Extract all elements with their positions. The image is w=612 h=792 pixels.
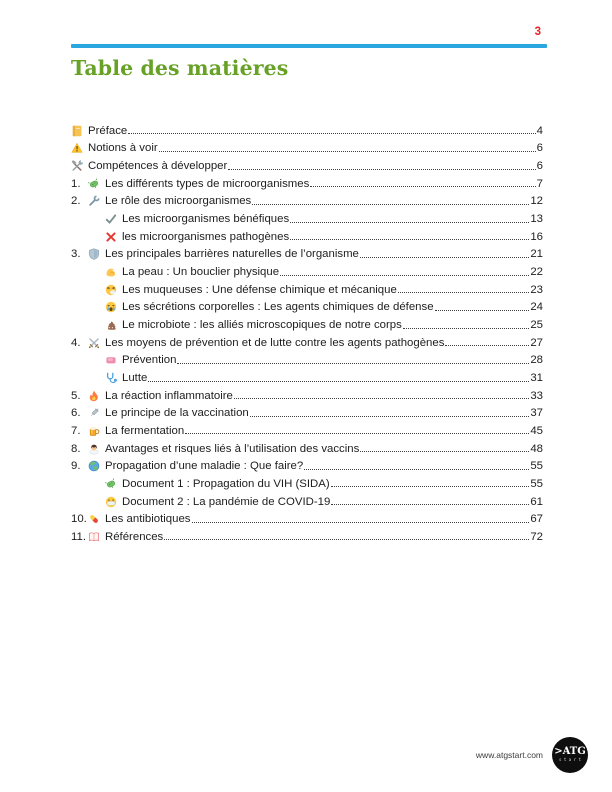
toc-entry[interactable] [71,369,543,387]
dot-leader [234,398,529,399]
toc-entry-page: 22 [530,266,543,279]
dot-leader [331,504,529,505]
toc-entry-label: Le rôle des microorganismes [105,195,252,208]
toc-entry[interactable] [71,299,543,317]
toc-entry[interactable] [71,281,543,299]
toc-entry[interactable] [71,175,543,193]
dot-leader [177,363,529,364]
toc-entry[interactable] [71,457,543,475]
dot-leader [159,151,536,152]
dot-leader [445,345,529,346]
toc-entry-number: 11. [71,530,86,543]
dot-leader [290,239,529,240]
toc-entry-label: La peau : Un bouclier physique [122,266,280,279]
dot-leader [360,451,529,452]
toc-entry-label: Propagation d’une maladie : Que faire? [105,460,304,473]
atg-logo-text: >ATG [554,746,586,757]
dot-leader [252,204,529,205]
dot-leader [128,133,535,134]
toc-entry-page: 67 [530,513,543,526]
toc-entry-label: Les principales barrières naturelles de l’organisme [105,248,359,261]
page-footer [0,737,588,773]
toc-entry-page: 48 [530,442,543,455]
toc-entry-page: 6 [536,142,543,155]
toc-entry-page: 13 [530,213,543,226]
microbe-icon [105,478,118,490]
toc-entry[interactable] [71,528,543,546]
toc-entry-label: Préface [88,124,128,137]
warning-icon [71,142,84,154]
toc-entry[interactable] [71,228,543,246]
flexed-biceps-icon [105,266,118,278]
toc-entry-label: Les antibiotiques [105,513,191,526]
cross-mark-icon [105,231,118,243]
toc-entry-page: 31 [530,372,543,385]
website-url: www.atgstart.com [475,750,543,760]
crossed-swords-icon [88,337,101,349]
toc-entry-page: 33 [530,389,543,402]
toc-entry-label: les microorganismes pathogènes [122,230,290,243]
hammer-wrench-icon [71,160,84,172]
toc-entry[interactable] [71,334,543,352]
dot-leader [398,292,530,293]
syringe-icon [88,407,101,419]
toc-entry-label: Prévention [122,354,177,367]
toc-entry-number: 4. [71,336,81,349]
poop-icon [105,319,118,331]
ledger-icon [71,125,84,137]
toc-entry[interactable] [71,210,543,228]
toc-entry-label: Document 1 : Propagation du VIH (SIDA) [122,477,330,490]
toc-entry-number: 1. [71,177,81,190]
toc-entry[interactable] [71,493,543,511]
dot-leader [164,539,529,540]
toc-entry-label: Les microorganismes bénéfiques [122,213,290,226]
dot-leader [310,186,535,187]
toc-entry-page: 61 [530,495,543,508]
toc-entry[interactable] [71,422,543,440]
toc-entry[interactable] [71,387,543,405]
dot-leader [148,381,529,382]
beer-mug-icon [88,425,101,437]
toc-entry-label: Les muqueuses : Une défense chimique et mécanique [122,283,397,296]
dot-leader [290,222,529,223]
atg-logo-subtext: start [558,757,584,763]
dot-leader [331,486,530,487]
toc-entry-number: 7. [71,424,81,437]
toc-entry-label: Lutte [122,372,148,385]
toc-entry-page: 25 [530,319,543,332]
wrench-icon [88,195,101,207]
page-number: 3 [534,26,541,38]
toc-entry-page: 45 [530,424,543,437]
toc-entry-label: Avantages et risques liés à l’utilisation des vaccins [105,442,360,455]
crying-face-icon [105,301,118,313]
shield-icon [88,248,101,260]
toc-entry-page: 16 [530,230,543,243]
toc-entry-page: 27 [530,336,543,349]
toc-entry-page: 55 [530,460,543,473]
globe-icon [88,460,101,472]
toc-entry-number: 10. [71,513,87,526]
dot-leader [250,416,530,417]
toc-entry-number: 2. [71,195,81,208]
toc-entry-page: 55 [530,477,543,490]
fire-icon [88,390,101,402]
toc-entry[interactable] [71,193,543,211]
dot-leader [185,433,529,434]
toc-entry-page: 12 [530,195,543,208]
microbe-icon [88,178,101,190]
toc-entry[interactable] [71,246,543,264]
toc-entry-number: 5. [71,389,81,402]
header-rule [71,44,547,48]
toc-entry-label: La fermentation [105,424,185,437]
toc-entry-label: Notions à voir [88,142,158,155]
toc-entry-number: 3. [71,248,81,261]
check-mark-icon [105,213,118,225]
toc-entry-label: Document 2 : La pandémie de COVID-19 [122,495,331,508]
toc-entry-label: Les moyens de prévention et de lutte contre les agents pathogènes [105,336,445,349]
toc-entry[interactable] [71,140,543,158]
toc-entry-page: 37 [530,407,543,420]
toc-entry[interactable] [71,263,543,281]
dot-leader [435,310,530,311]
dot-leader [360,257,529,258]
pill-icon [88,513,101,525]
toc-list [71,122,543,546]
soap-icon [105,354,118,366]
page-title: Table des matières [71,56,289,80]
toc-entry[interactable] [71,510,543,528]
stethoscope-icon [105,372,118,384]
toc-entry[interactable] [71,440,543,458]
dot-leader [192,522,530,523]
toc-entry-page: 23 [530,283,543,296]
toc-entry-label: Les différents types de microorganismes [105,177,310,190]
toc-entry-label: Les sécrétions corporelles : Les agents chimiques de défense [122,301,434,314]
toc-entry[interactable] [71,157,543,175]
toc-entry-page: 4 [536,124,543,137]
toc-entry-page: 6 [536,160,543,173]
toc-entry-number: 9. [71,460,81,473]
toc-entry-page: 28 [530,354,543,367]
dot-leader [228,169,535,170]
toc-entry-page: 72 [530,530,543,543]
sneezing-face-icon [105,284,118,296]
toc-entry-label: Références [105,530,164,543]
toc-entry-number: 6. [71,407,81,420]
atg-logo [552,737,588,773]
toc-entry-page: 24 [530,301,543,314]
toc-entry[interactable] [71,316,543,334]
toc-entry-label: Le principe de la vaccination [105,407,249,420]
toc-entry[interactable] [71,352,543,370]
masked-face-icon [105,496,118,508]
toc-entry-label: Le microbiote : les alliés microscopiques de notre corps [122,319,402,332]
toc-entry[interactable] [71,475,543,493]
toc-entry-number: 8. [71,442,81,455]
open-book-icon [88,531,101,543]
toc-entry[interactable] [71,405,543,423]
toc-entry-page: 7 [536,177,543,190]
toc-entry[interactable] [71,122,543,140]
toc-entry-label: La réaction inflammatoire [105,389,233,402]
health-worker-icon [88,443,101,455]
dot-leader [304,469,529,470]
toc-entry-page: 21 [530,248,543,261]
toc-entry-label: Compétences à développer [88,160,228,173]
dot-leader [280,275,529,276]
dot-leader [403,328,529,329]
